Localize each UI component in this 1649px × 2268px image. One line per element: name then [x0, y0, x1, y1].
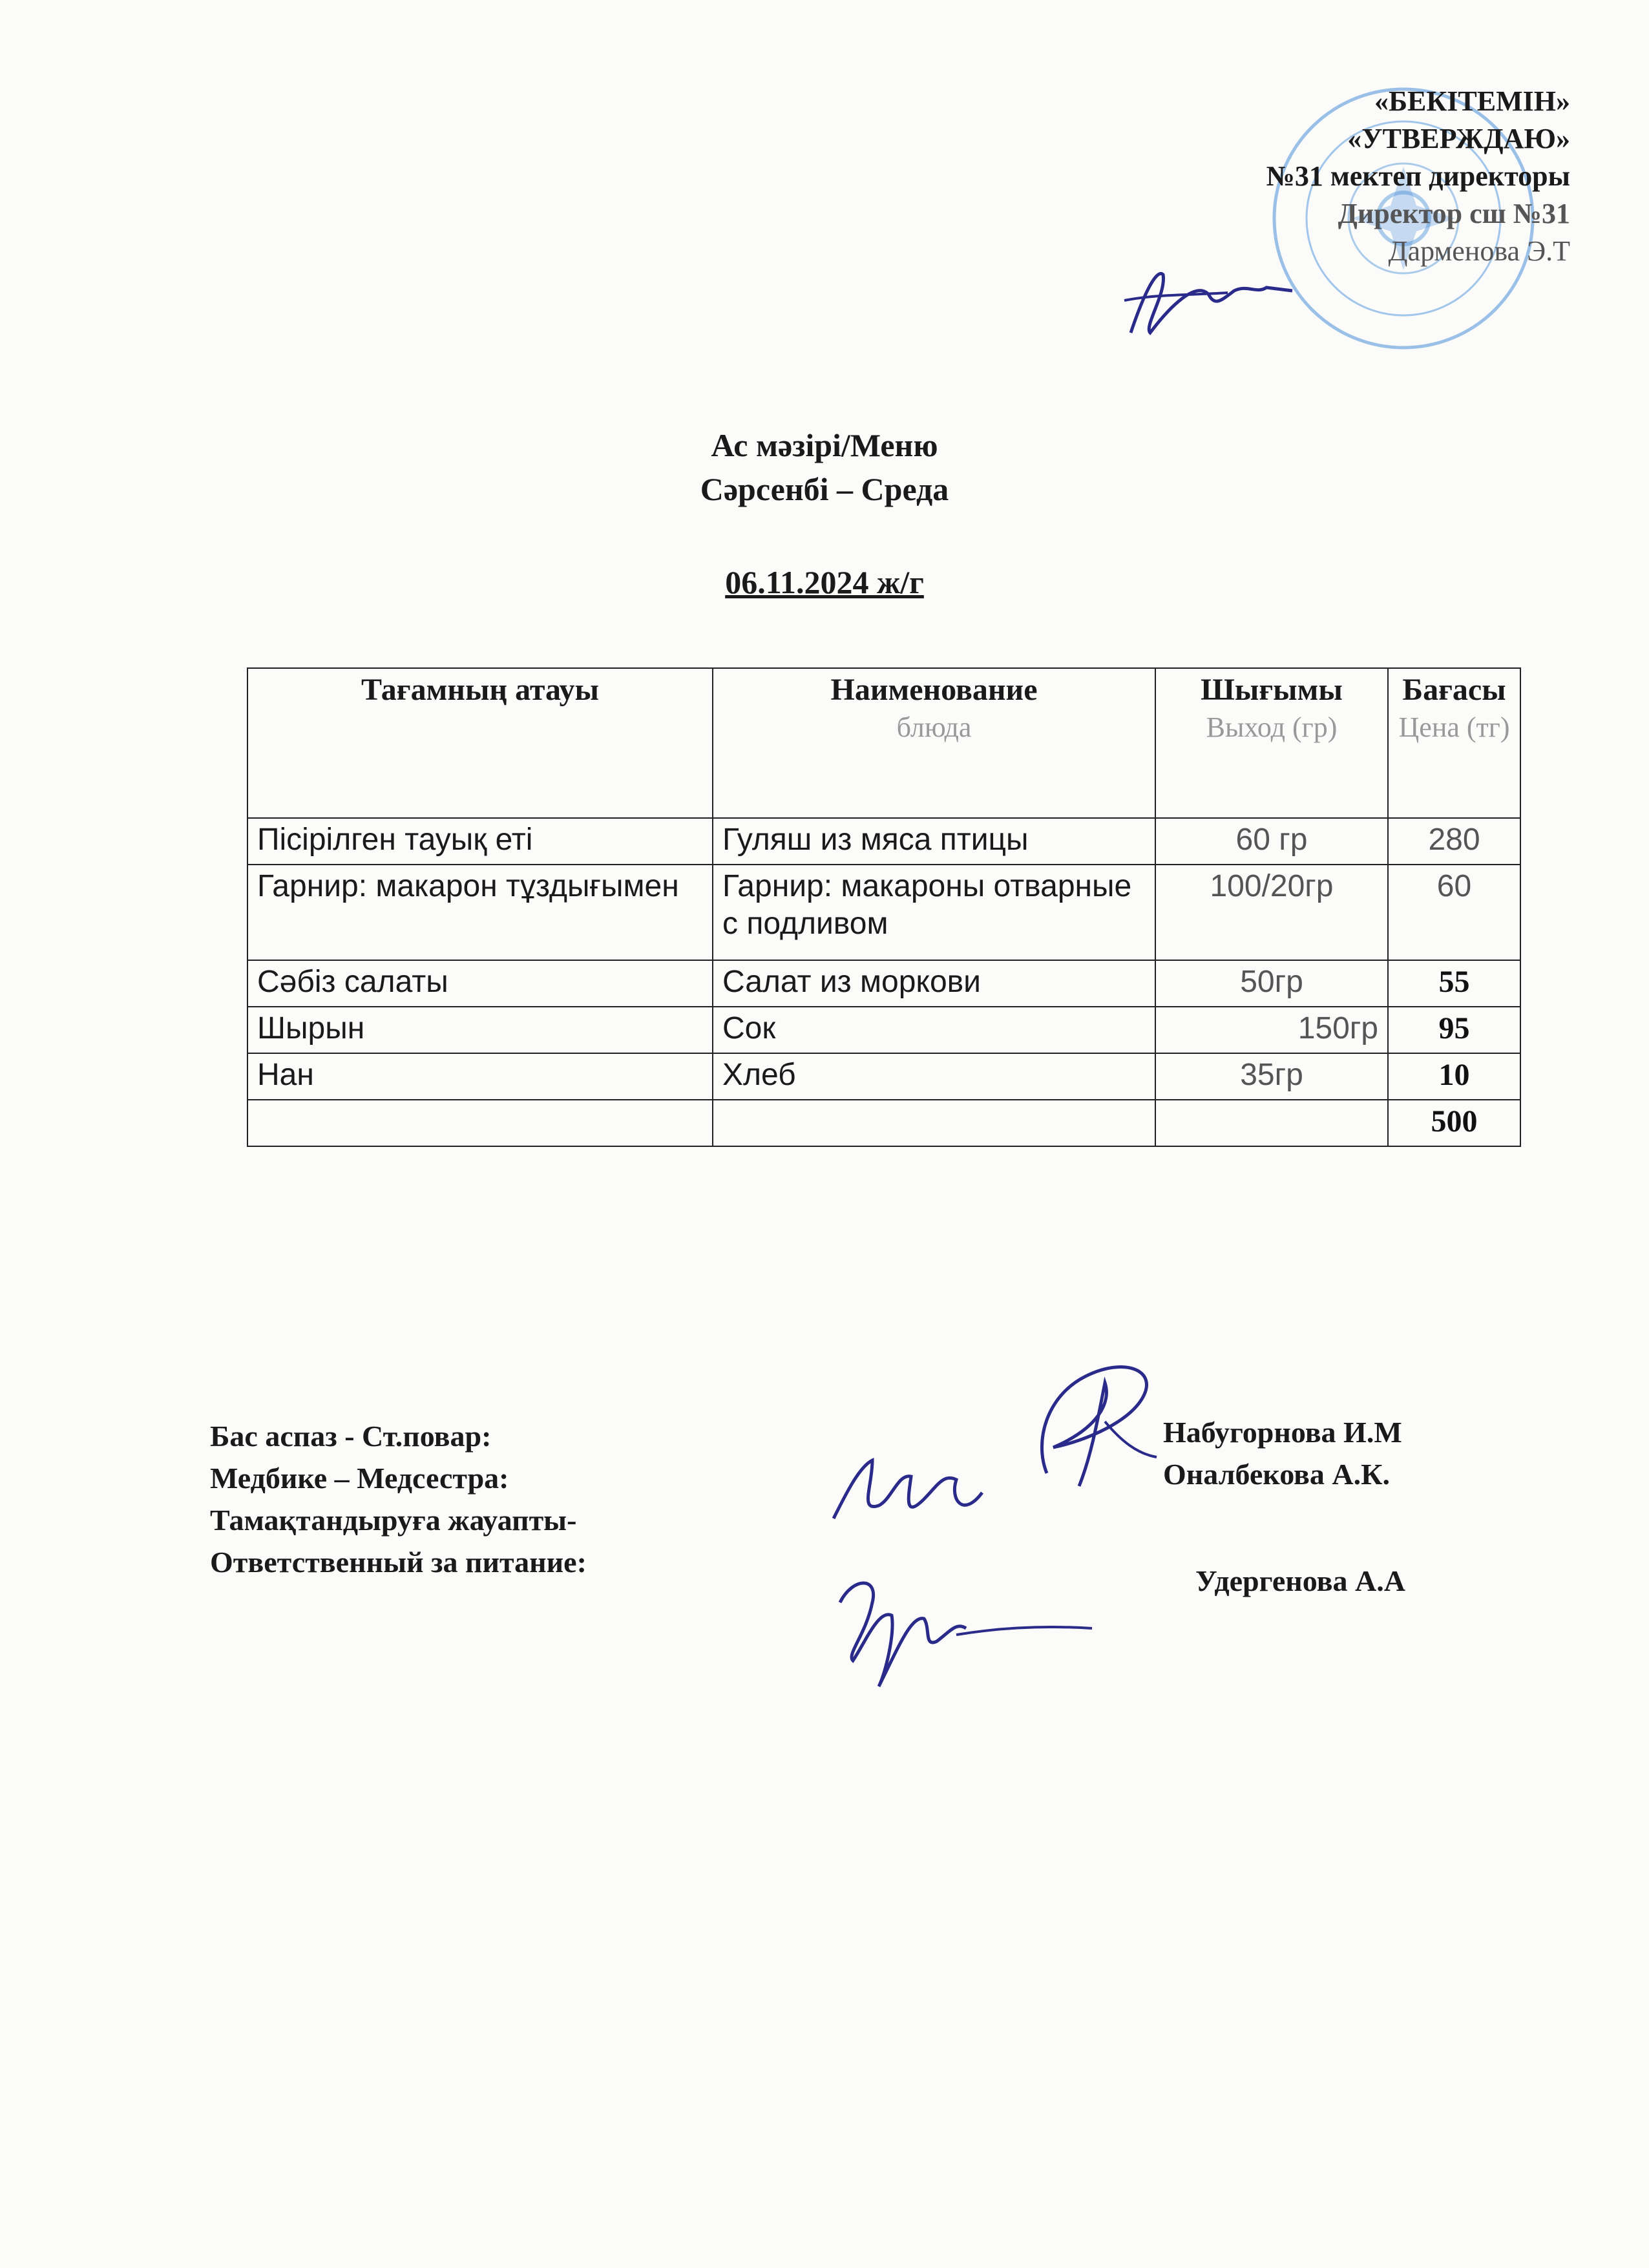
header-kz-name	[247, 668, 713, 818]
menu-table	[247, 667, 1521, 1147]
cell-price: 95	[1388, 1007, 1520, 1053]
nurse-signature	[827, 1447, 995, 1531]
approval-kz: «БЕКІТЕМІН»	[1374, 85, 1570, 117]
cell-kz-name: Шырын	[247, 1007, 713, 1053]
header-yield-sub: Выход (гр)	[1206, 711, 1338, 743]
cell-ru-name: Хлеб	[713, 1053, 1155, 1100]
cell-kz-name: Гарнир: макарон тұздығымен	[247, 865, 713, 960]
table-row	[247, 865, 1520, 960]
cell-total: 500	[1388, 1100, 1520, 1146]
table-header-row	[247, 668, 1520, 818]
table-row	[247, 960, 1520, 1007]
approval-block	[1079, 83, 1570, 270]
cell-price: 60	[1388, 865, 1520, 960]
cell-empty	[713, 1100, 1155, 1146]
chef-label: Бас аспаз - Ст.повар:	[210, 1420, 492, 1453]
responsible-name: Удергенова А.А	[1195, 1564, 1405, 1597]
approval-position-ru: Директор сш №31	[1338, 198, 1570, 229]
header-ru-name-sub: блюда	[896, 711, 972, 743]
cell-kz-name: Пісірілген тауық еті	[247, 818, 713, 865]
chef-name: Набугорнова И.М	[1163, 1416, 1402, 1449]
responsible-label-kz: Тамақтандыруға жауапты-	[210, 1504, 577, 1537]
cell-ru-name: Гарнир: макароны отварные с подливом	[713, 865, 1155, 960]
menu-date: 06.11.2024 ж/г	[725, 564, 924, 600]
table-row	[247, 1053, 1520, 1100]
menu-title-day: Сәрсенбі – Среда	[700, 471, 949, 507]
header-ru-name-text: Наименование	[830, 673, 1038, 707]
cell-ru-name: Сок	[713, 1007, 1155, 1053]
cell-ru-name: Салат из моркови	[713, 960, 1155, 1007]
cell-yield: 60 гр	[1155, 818, 1388, 865]
cell-empty	[247, 1100, 713, 1146]
director-signature	[1118, 255, 1299, 346]
cell-kz-name: Нан	[247, 1053, 713, 1100]
cell-yield: 100/20гр	[1155, 865, 1388, 960]
cell-price: 280	[1388, 818, 1520, 865]
nurse-name: Оналбекова А.К.	[1163, 1458, 1390, 1491]
header-ru-name	[713, 668, 1155, 818]
table-row	[247, 818, 1520, 865]
header-yield	[1155, 668, 1388, 818]
signature-labels	[210, 1415, 587, 1583]
header-kz-name-text: Тағамның атауы	[361, 673, 600, 707]
header-yield-text: Шығымы	[1201, 673, 1343, 707]
nurse-label: Медбике – Медсестра:	[210, 1462, 509, 1495]
table-row	[247, 1007, 1520, 1053]
header-price-sub: Цена (тг)	[1398, 711, 1510, 743]
menu-title-line1: Ас мәзірі/Меню	[711, 427, 938, 463]
cell-yield: 150гр	[1155, 1007, 1388, 1053]
responsible-signature	[827, 1564, 1098, 1693]
cell-ru-name: Гуляш из мяса птицы	[713, 818, 1155, 865]
cell-price: 55	[1388, 960, 1520, 1007]
table-total-row	[247, 1100, 1520, 1146]
approval-position-kz: №31 мектеп директоры	[1266, 160, 1570, 192]
approval-ru: «УТВЕРЖДАЮ»	[1347, 123, 1570, 154]
header-price-text: Бағасы	[1402, 673, 1506, 707]
cell-kz-name: Сәбіз салаты	[247, 960, 713, 1007]
approval-director-name: Дарменова Э.Т	[1388, 235, 1570, 267]
responsible-label-ru: Ответственный за питание:	[210, 1546, 587, 1579]
menu-title	[0, 423, 1649, 511]
cell-yield: 50гр	[1155, 960, 1388, 1007]
cell-empty	[1155, 1100, 1388, 1146]
chef-signature	[1008, 1344, 1163, 1506]
header-price	[1388, 668, 1520, 818]
cell-price: 10	[1388, 1053, 1520, 1100]
cell-yield: 35гр	[1155, 1053, 1388, 1100]
